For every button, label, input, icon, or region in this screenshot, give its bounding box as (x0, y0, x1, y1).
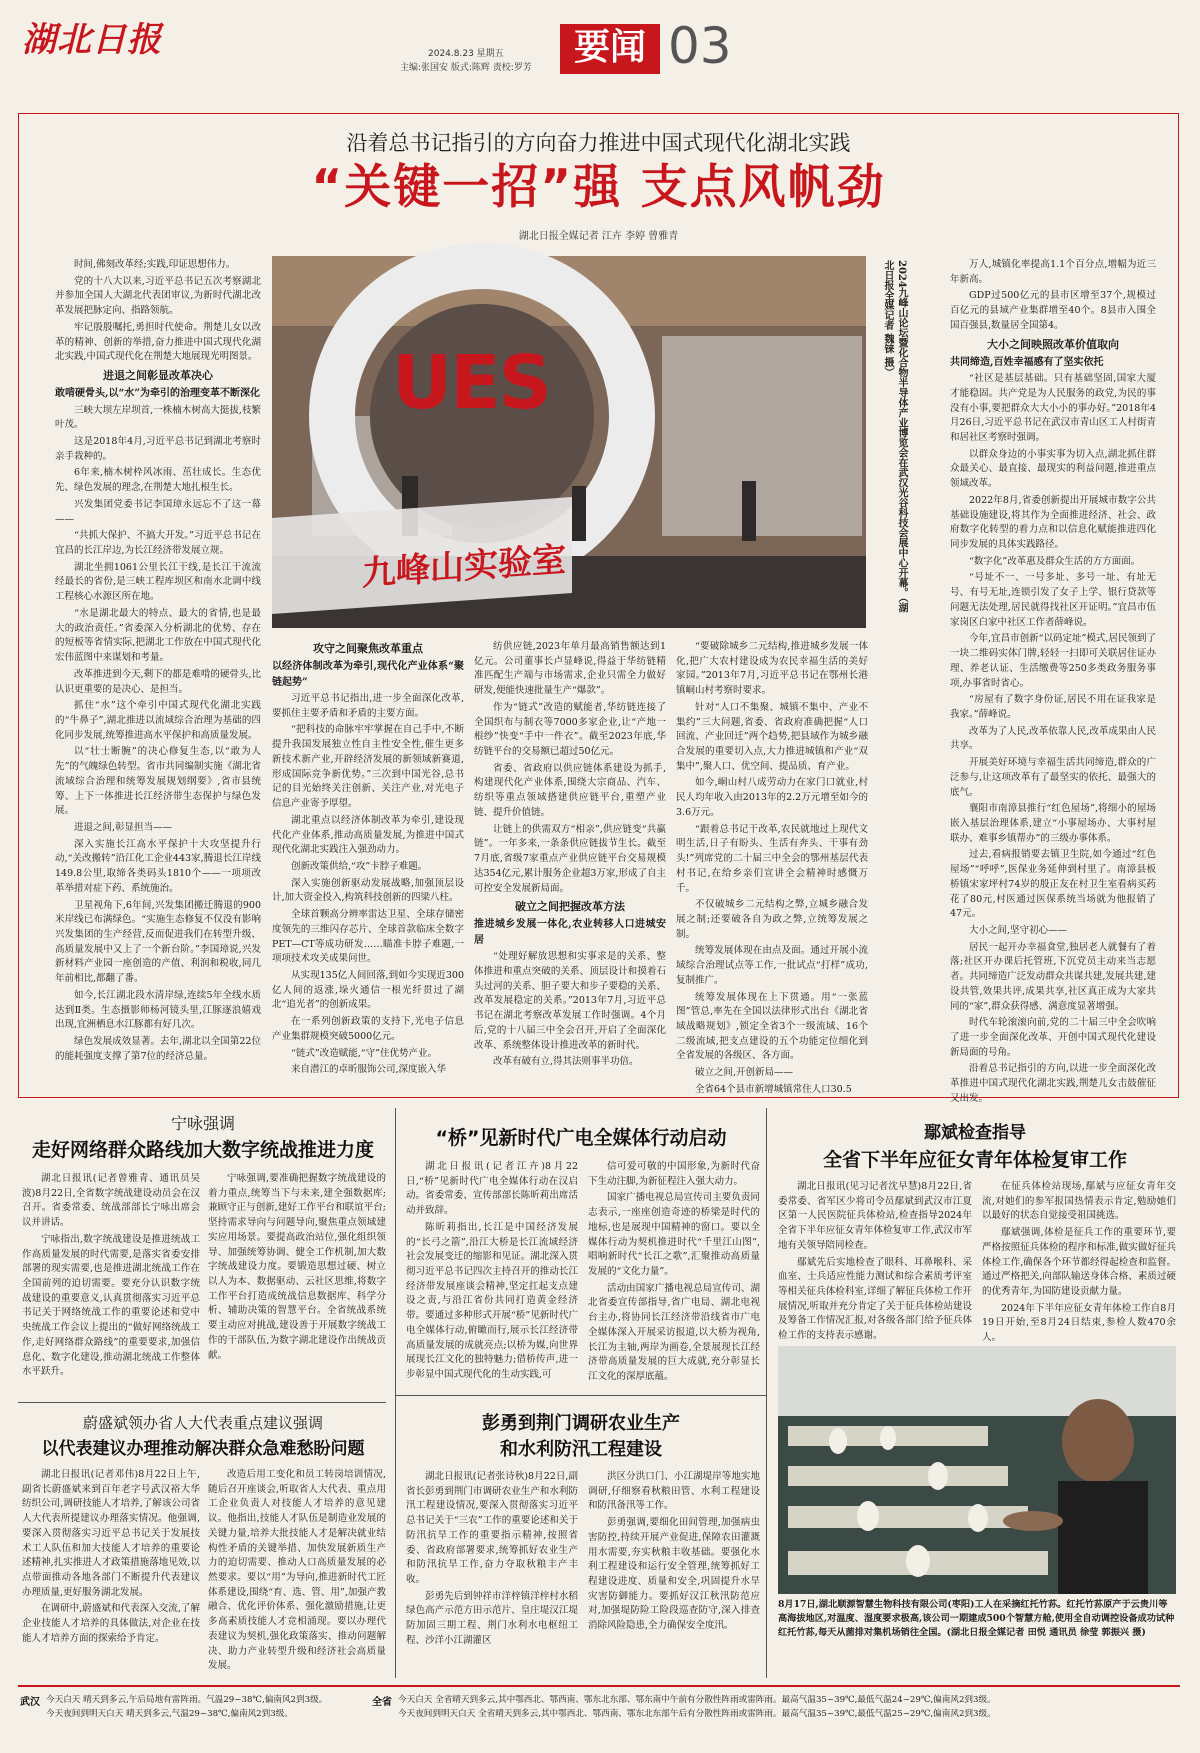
story-npc-title: 以代表建议办理推动解决群众急难愁盼问题 (41, 1439, 365, 1459)
paragraph: 2024年下半年应征女青年体检工作自8月19日开始,至8月24日结束,参检人数470余人。 (982, 1302, 1176, 1344)
divider (766, 1108, 767, 1678)
paragraph: 湖北重点以经济体制改革为牵引,建设现代化产业体系,推动高质量发展,为推进中国式现代化湖北实践注入强劲动力。 (272, 814, 464, 856)
subheading-4-summary: 共同缔造,百姓幸福感有了坚实依托 (950, 356, 1104, 368)
feature-photo (272, 256, 866, 628)
paragraph: 习近平总书记指出,进一步全面深化改革,要抓住主要矛盾和矛盾的主要方面。 (272, 693, 464, 719)
paragraph: 卫星视角下,6年间,兴发集团搬迁腾退的900米岸线已布满绿色。“实施生态修复不仅没有影响兴发集团的生产经营,反而促进我们在转型升级、高质量发展中又上了一个新台阶。”李国璋说,兴发新材料产业园一座创造的产值、利润和税收,同几年前相比,都翻了番。 (55, 899, 261, 985)
paragraph: 宁咏指出,数字统战建设是推进统战工作高质量发展的时代需要,是落实省委安排部署的现实需要,也是推进湖北统战工作在全国前列的迫切需要。要充分认识数字统战建设的重要意义,认真贯彻落实习近平总书记关于网络统战工作的重要论述和党中央统战工作会议上提出的“做好网络统战工作,走好网络群众路线”的重要要求,加强信息化、数字化建设,推动湖北统战工作整体水平跃升。 (22, 1233, 200, 1378)
paragraph: 湖北日报讯(记者邓伟)8月22日上午,副省长蔚盛斌来到百年老字号武汉裕大华纺织公司,调研技能人才培养,了解该公司省人大代表所提建议办理落实情况。他强调,要深入贯彻落实习近平总书记关于发展技术工人队伍和加大技能人才培养的重要论述精神,扎实推进人才政策措施落地见效,以点带面推动各地各部门不断提升代表建议办理质量,更好服务湖北发展。 (22, 1469, 200, 1598)
feature-title: “关键一招”强 支点风帆劲 (311, 160, 886, 215)
section-title: 要闻 (573, 27, 646, 68)
paragraph: 湖北日报讯(记者曾雅青、通讯员吴波)8月22日,全省数字统战建设动员会在汉召开。省委常委、统战部部长宁咏出席会议并讲话。 (22, 1173, 200, 1229)
paragraph: “水是湖北最大的特点、最大的省情,也是最大的政治责任。”省委深入分析湖北的优势、存在的短板等省情实际,把湖北工作放在中国式现代化宏伟蓝图中来谋划和考量。 (55, 607, 261, 664)
paragraph: 不仅破城乡二元结构之弊,立城乡融合发展之制;还要破各自为政之弊,立统筹发展之制。 (676, 899, 868, 940)
paragraph: 创新改策供给,“攻”卡脖子难题。 (291, 860, 428, 872)
story-agri-col-1 (406, 1470, 578, 1670)
photo-sign-lab: 九峰山实验室 (362, 539, 566, 595)
paragraph: 湖北日报讯(记者张诗秋)8月22日,副省长彭勇到荆门市调研农业生产和水利防汛工程建设情况,要深入贯彻落实习近平总书记关于“三农”工作的重要论述和关于防汛抗旱工作的重要指示精神,按照省委、省政府部署要求,统筹抓好农业生产和防汛抗旱工作,奋力夺取秋粮丰产丰收。 (406, 1471, 578, 1586)
weather-wuhan-tomorrow: 今天夜间到明天白天 晴天到多云,气温29~38℃,偏南风2到3级。 (46, 1709, 293, 1719)
subheading-2-summary: 以经济体制改革为牵引,现代化产业体系“聚链起势” (272, 661, 464, 688)
paragraph: 党的十八大以来,习近平总书记五次考察湖北并参加全国人大湖北代表团审议,为新时代湖北改革发展把脉定向、指路领航。 (55, 275, 261, 317)
subheading-3: 破立之间把握改革方法 (515, 900, 625, 914)
paragraph: 改革为了人民,改革依靠人民,改革成果由人民共享。 (950, 725, 1156, 752)
story-network-col-1 (22, 1172, 200, 1397)
subheading-4: 大小之间映照改革价值取向 (987, 337, 1119, 351)
story-youth-title: 全省下半年应征女青年体检复审工作 (822, 1149, 1127, 1171)
paragraph: 牢记殷殷嘱托,勇担时代使命。荆楚儿女以改革的精神、创新的举措,奋力推进中国式现代化湖北实践,中国式现代化在荆楚大地展现光明图景。 (55, 321, 261, 363)
paragraph: 改造后用工变化和员工转岗培训情况,随后召开座谈会,听取省人大代表、重点用工企业负责人对技能人才培养的意见建议。他指出,技能人才队伍是制造业发展的关键力量,培养大批技能人才是解决就业结构性矛盾的关键举措、加快发展新质生产力的迫切需要、推动人口高质量发展的必然要求。要以“用”为导向,推进新时代工匠体系建设,围绕“育、选、管、用”,加强产教融合、优化评价体系、强化激励措施,让更多高素质技能人才竞相涌现。要以办理代表建议为契机,强化政策落实、推动问题解决、助力产业转型升级和经济社会高质量发展。 (208, 1469, 386, 1672)
divider (395, 1108, 396, 1678)
paragraph: “跟着总书记干改革,农民就地过上现代文明生活,日子有盼头、生活有奔头、干事有劲头!”列席党的二十届三中全会的鄂州基层代表村书记,在给乡亲们宣讲全会精神时感慨万千。 (676, 823, 868, 894)
paragraph: GDP过500亿元的县市区增至37个,规模过百亿元的县域产业集群增至40个。8县市入围全国百强县,数量居全国第4。 (950, 290, 1156, 331)
paragraph: 宁咏强调,要准确把握数字统战建设的着力重点,统筹当下与未来,建全强数据库;兼顾守正与创新,建好工作平台和联谊平台;坚持需求导向与问题导向,聚焦重点领域建实应用场景。要提高政治站位,强化组织领导、加强统筹协调、健全工作机制,加大数字统战建设力度。要锻造思想过硬、树立以人为本、数据驱动、云社区思维,将数字工作平台打造成统战信息数据库、科学分析、辅助决策的智慧平台。全省统战系统要主动应对挑战,建设善于开展数字统战工作的干部队伍,为数字湖北建设作出统战贡献。 (208, 1173, 386, 1361)
page-number: 03 (668, 17, 732, 75)
feature-column-2 (272, 640, 464, 1088)
paragraph: 居民一起开办幸福食堂,独居老人就餐有了着落;社区开办课后托管班,下沉党员主动来当志愿者。共同缔造广泛发动群众共谋共建,发展共建,建设共管,效果共评,成果共享,社区真正成为大家共同的“家”,群众获得感、满意度显著增强。 (950, 941, 1156, 1012)
paragraph: 沿着总书记指引的方向,以进一步全面深化改革推进中国式现代化湖北实践,荆楚儿女击鼓催征又出发。 (950, 1063, 1156, 1104)
paragraph: 纺供应链,2023年单月最高销售额达到1亿元。公司董事长卢显峰说,得益于华纺链精准匹配生产端与市场需求,企业只需全力做好研发,便能快速批量生产“爆款”。 (474, 641, 666, 697)
story-broadcast-title: “桥”见新时代广电全媒体行动启动 (435, 1127, 727, 1149)
footer-rule (18, 1685, 1180, 1687)
feature-column-1 (55, 258, 261, 1088)
paragraph: 全球首颗高分辨率雷达卫星、全球存储密度领先的三维闪存芯片、全球首款临床全数字PET—CT等成功研发……瞄准卡脖子难题,一项项技术攻关成果问世。 (272, 909, 464, 965)
story-npc-col-1 (22, 1468, 200, 1670)
paragraph: 在一系列创新政策的支持下,光电子信息产业集群规模突破5000亿元。 (272, 1016, 464, 1042)
paragraph: 湖北坐拥1061公里长江干线,是长江干流流经最长的省份,是三峡工程库坝区和南水北调中线工程核心水源区所在地。 (55, 561, 261, 603)
paragraph: 湖北日报讯(见习记者沈早慧)8月22日,省委常委、省军区少将司令员鄢斌到武汉市江夏区第一人民医院征兵体检站,检查指导2024年全省下半年应征女青年体检复审工作,武汉市军地有关领导陪同检查。 (778, 1181, 972, 1251)
photo-sign-ues: UES (392, 340, 550, 426)
weather-wuhan-today: 今天白天 晴天到多云,午后局地有雷阵雨。气温29~38℃,偏南风2到3级。 (46, 1695, 328, 1705)
paragraph: 彭勇强调,要细化田间管理,加强病虫害防控,持续开展产业促进,保障农田灌溉用水需要,夯实秋粮丰收基础。要强化水利工程建设和运行安全管理,统筹抓好工程建设进度、质量和安全,巩固提升水旱灾害防御能力。要抓好汉江秋汛防范应对,加强堤防险工险段巡查防守,深入排查消除风险隐患,全力确保安全度汛。 (588, 1517, 760, 1632)
paragraph: 三峡大坝左岸坝首,一株楠木树高大挺拔,枝繁叶茂。 (55, 404, 261, 431)
feature-photo-caption: 2024九峰山论坛暨化合物半导体产业博览会在武汉光谷科技会展中心开幕。（湖北日报全媒记者 魏铼 摄） (882, 260, 907, 613)
paragraph: 陈昕莉指出,长江是中国经济发展的“长弓之箭”,沿江大桥是长江流域经济社会发展变迁的缩影和见证。湖北深入贯彻习近平总书记四次主持召开的推动长江经济带发展座谈会精神,坚定扛起支点建设之责,与沿江省份共同打造黄金经济带。要通过多种形式开展“桥”见新时代广电全媒体行动,俯瞰而行,展示长江经济带高质量发展的成就亮点;以桥为媒,向世界展现长江文化的独特魅力;借桥传声,进一步彰显中国式现代化的生动实践,可 (406, 1221, 578, 1381)
paragraph: 过去,看病报销要去镇卫生院,如今通过“红色屋场”“呼呼”,医保业务延伸到村里了。南漳县板桥镇宋家坪村74岁的殷正友在村卫生室看病买药花了80元,村医通过医保系统当场就为他报销了47元。 (950, 849, 1156, 920)
paragraph: 让链上的供需双方“相亲”,供应链变“共赢链”。一年多来,一条条供应链拔节生长。截至7月底,省级7家重点产业供应链平台交易规模达354亿元,累计服务企业超3万家,形成了自主可控安全发展新局面。 (474, 823, 666, 894)
paragraph: 鄢斌强调,体检是征兵工作的重要环节,要严格按照征兵体检的程序和标准,做实做好征兵体检工作,确保各个环节都经得起检查和监督。通过严格把关,向部队输送身体合格、素质过硬的优秀青年,为国防建设贡献力量。 (982, 1227, 1176, 1298)
story-network-col-2 (208, 1172, 386, 1397)
feature-kicker: 沿着总书记指引的方向奋力推进中国式现代化湖北实践 (346, 131, 851, 155)
story-npc-kicker: 蔚盛斌领办省人大代表重点建议强调 (82, 1414, 323, 1432)
paragraph: 改革有破有立,得其法则事半功倍。 (493, 1056, 639, 1068)
story-agri-col-2 (588, 1470, 760, 1670)
story-npc-col-2 (208, 1468, 386, 1670)
paragraph: 湖北日报讯(记者江卉)8月22日,“桥”见新时代广电全媒体行动在汉启动。省委常委、宣传部部长陈昕莉出席活动并致辞。 (406, 1161, 578, 1217)
paragraph: 以“壮士断腕”的决心修复生态,以“敢为人先”的气魄绿色转型。省市共同编制实施《湖北省流域综合治理和统筹发展规划纲要》,省市县统筹、上下一体推进长江经济带生态保护与绿色发展。 (55, 746, 261, 817)
paragraph: 抓住“水”这个牵引中国式现代化湖北实践的“牛鼻子”,湖北推进以流域综合治理为基础的四化同步发展,统筹推进高水平保护和高质量发展。 (55, 700, 261, 741)
masthead (0, 0, 1200, 90)
subheading-1-summary: 敢啃硬骨头,以“水”为牵引的治理变革不断深化 (55, 388, 260, 400)
paragraph: 深入实施创新驱动发展战略,加强顶层设计,加大资金投入,构筑科技创新的四梁八柱。 (272, 877, 464, 904)
feature-column-5 (950, 258, 1156, 1104)
paragraph: 国家广播电视总局宣传司主要负责同志表示,一座座创造奇迹的桥梁是时代的地标,也是展现中国精神的窗口。要以全媒体行动为契机推进时代“千里江山图”,唱响新时代“长江之歌”,汇聚推动高质量发展的“文化力量”。 (588, 1192, 760, 1278)
paragraph: 6年来,楠木树枠风冰雨、茁壮成长。生态优先、绿色发展的理念,在荆楚大地扎根生长。 (55, 467, 261, 494)
paragraph: 襄阳市南漳县推行“红色屋场”,将细小的屋场嵌入基层治理体系,建立“小事屋场办、大事村屋联办、难事乡镇帮办”的三级办事体系。 (950, 803, 1156, 844)
subheading-2: 攻守之间聚焦改革重点 (313, 642, 423, 655)
paragraph: “把科技的命脉牢牢掌握在自己手中,不断提升我国发展独立性自主性安全性,催生更多新技术新产业,开辟经济发展的新领域新赛道,形成国际竞争新优势。”三次到中国光谷,总书记的目光始终关注创新、关注产业,对光电子信息产业寄予厚望。 (272, 724, 464, 810)
issue-date: 2024.8.23 星期五 (428, 49, 504, 59)
paragraph: 深入实施长江高水平保护十大攻坚提升行动,“关改搬转”沿江化工企业443家,腾退长江岸线149.8公里,取缔各类码头1810个——一项项改革举措对症下药、系统施治。 (55, 838, 261, 894)
paragraph: 全省64个县市新增城镇常住人口30.5 (695, 1083, 852, 1095)
paragraph: 洪区分洪口门、小江湖堤岸等地实地调研,仔细察看秋粮田管、水利工程建设和防汛备汛等工作。 (588, 1471, 760, 1512)
weather-province-label: 全省 (372, 1697, 392, 1708)
story-youth-col-2 (982, 1180, 1176, 1344)
feature-column-3 (474, 640, 666, 1088)
paragraph: 如今,峒山村八成劳动力在家门口就业,村民人均年收入由2013年的2.2万元增至如今的3.6万元。 (676, 777, 868, 818)
paragraph: 统筹发展体现在上下贯通。用“一张蓝图”管总,率先在全国以法律形式出台《湖北省域战略规划》,锁定全省3个一级流域、16个二级流域,把支点建设的五个功能定位细化到全省发展的各级区、各方面。 (676, 991, 868, 1062)
paragraph: “社区是基层基础。只有基础坚固,国家大厦才能稳固。共产党是为人民服务的政党,为民的事没有小事,要把群众大大小小的事办好。”2018年4月26日,习近平总书记在武汉市青山区工人村街青和居社区考察时强调。 (950, 373, 1156, 444)
mushroom-worker-illustration (778, 1346, 1176, 1594)
paragraph: 信可爱可敬的中国形象,为新时代奋下生动注脚,为新征程注入强大动力。 (588, 1161, 760, 1187)
story-network-kicker: 宁咏强调 (170, 1114, 235, 1133)
weather-province-today: 今天白天 全省晴天到多云,其中鄂西北、鄂西南、鄂东北东部、鄂东南中午前有分散性阵雨或雷阵雨。最高气温35~39℃,最低气温24~29℃,偏南风2到3级。 (398, 1695, 996, 1705)
feature-column-4 (676, 640, 868, 1095)
paragraph: 来自潜江的卓昕服饰公司,深度嵌入华 (291, 1064, 447, 1076)
paragraph: 改革推进到今天,剩下的都是难啃的硬骨头,比认识更重要的是决心、是担当。 (55, 668, 261, 695)
weather-province-tomorrow: 今天夜间到明天白天 全省晴天到多云,其中鄂西北、鄂西南、鄂东北东部午后有分散性阵雨或雷阵雨。最高气温35~39℃,最低气温25~29℃,偏南风2到3级。 (398, 1709, 996, 1719)
paragraph: 省委、省政府以供应链体系建设为抓手,构建现代化产业体系,围绕大宗商品、汽车、纺织等重点领域搭建供应链平台,重塑产业链、提升价值链。 (474, 762, 666, 818)
paragraph: 鄢斌先后实地检查了眼科、耳鼻喉科、采血室、士兵适应性能力测试和综合素质考评室等相关征兵体检科室,详细了解征兵体检工作开展情况,听取并充分肯定了关于征兵体检站建设及筹备工作情况汇报,对各级各部门给予征兵体检工作的支持表示感谢。 (778, 1256, 972, 1342)
paragraph: 开展美好环境与幸福生活共同缔造,群众的广泛参与,让这项改革有了最坚实的依托、最强大的底气。 (950, 757, 1156, 798)
paragraph: 2022年8月,省委创新提出开展城市数字公共基础设施建设,将其作为全面推进经济、社会、政府数字化转型的着力点和以信息化赋能推进四化同步发展的具体实践路径。 (950, 494, 1156, 551)
paragraph: 进退之间,彰显担当—— (74, 821, 173, 833)
paragraph: “要破除城乡二元结构,推进城乡发展一体化,把广大农村建设成为农民幸福生活的美好家园。”2013年7月,习近平总书记在鄂州长港镇峒山村考察时要求。 (676, 641, 868, 697)
story-agri-title-1: 彭勇到荆门调研农业生产 (482, 1413, 680, 1434)
paragraph: 这是2018年4月,习近平总书记到湖北考察时亲手栽种的。 (55, 436, 261, 462)
subheading-1: 进退之间彰显改革决心 (103, 369, 213, 383)
paragraph: 兴发集团党委书记李国璋永远忘不了这一幕—— (55, 498, 261, 525)
paragraph: “数字化”改革惠及群众生活的方方面面。 (969, 555, 1141, 567)
weather-wuhan-label: 武汉 (20, 1697, 40, 1708)
story-network-title: 走好网络群众路线加大数字统战推进力度 (31, 1139, 374, 1161)
paragraph: 万人,城镇化率提高1.1个百分点,增幅为近三年新高。 (950, 259, 1156, 285)
story-broadcast-col-2 (588, 1160, 760, 1390)
paragraph: 活动由国家广播电视总局宣传司、湖北省委宣传部指导,省广电局、湖北电视台主办,将协同长江经济带沿线省市广电全媒体深入开展采访报道,以大桥为视角,长江为主轴,两岸为画卷,全景展现长江经济带高质量发展的巨大成就,充分彰显长江文化的深厚底蕴。 (588, 1282, 760, 1383)
paragraph: 大小之间,坚守初心—— (969, 925, 1068, 937)
paragraph: “处理好解放思想和实事求是的关系、整体推进和重点突破的关系、顶层设计和摸着石头过河的关系、胆子要大和步子要稳的关系、改革发展稳定的关系。”2013年7月,习近平总书记在湖北考察改革发展工作时强调。4个月后,党的十八届三中全会召开,开启了全面深化改革、系统整体设计推进改革的新时代。 (474, 951, 666, 1051)
newspaper-logo: 湖北日报 (22, 20, 162, 60)
paragraph: “房屋有了数字身份证,居民不用在证我家是我家。”薛峰说。 (950, 694, 1156, 720)
mushroom-photo-caption: 8月17日,湖北顺源智慧生物科技有限公司(枣阳)工人在采摘红托竹荪。红托竹荪原产于云贵川等高海拔地区,对温度、湿度要求极高,该公司一期建成500个智慧方舱,使用全自动调控设备成功试种红托竹荪,每天从菌排对集机场销往全国。(湖北日报全媒记者 田悦 通讯员 徐莹 郭振兴 摄) (778, 1599, 1175, 1638)
paragraph: 绿色发展成效显著。去年,湖北以全国第22位的能耗强度支撑了第7位的经济总量。 (55, 1036, 261, 1062)
paragraph: 作为“链式”改造的赋能者,华纺链连接了全国织布与制衣等7000多家企业,让“产地一根纱”快变“手中一件衣”。截至2023年底,华纺链平台的交易额已超过50亿元。 (474, 701, 666, 758)
paragraph: 在征兵体检站现场,鄢斌与应征女青年交流,对她们的参军报国热情表示肯定,勉励她们以最好的状态自觉接受祖国挑选。 (982, 1181, 1176, 1222)
paragraph: 以群众身边的小事实事为切入点,湖北抓住群众最关心、最直接、最现实的利益问题,推进重点领域改革。 (950, 448, 1156, 490)
paragraph: 如今,长江湖北段水清岸绿,连续5年全线水质达到Ⅱ类。生态摄影师杨河镜头里,江豚逐浪嬉戏出现,宜洲栖息水江豚都有好几次。 (55, 989, 261, 1031)
paragraph: “共抓大保护、不搞大开发。”习近平总书记在宜昌的长江岸边,为长江经济带发展立规。 (55, 530, 261, 557)
paragraph: “号址不一、一号多址、多号一址、有址无号、有号无址,连锁引发了女子上学、银行贷款等问题无法处理,居民就得找社区开证明。”宜昌市伍家岗区白家中社区工作者薛峰说。 (950, 572, 1156, 628)
mushroom-photo (778, 1346, 1176, 1594)
paragraph: 针对“人口不集聚、城镇不集中、产业不集约”三大问题,省委、省政府准确把握“人口回流、产业回迁”两个趋势,把县域作为城乡融合发展的重要切入点,大力推进城镇和产业“双集中”,聚人口、优空间、提品质、育产业。 (676, 701, 868, 772)
paragraph: 在调研中,蔚盛斌和代表深入交流,了解企业技能人才培养的具体做法,对企业在技能人才培养方面的探索给予肯定。 (22, 1603, 200, 1644)
subheading-3-summary: 推进城乡发展一体化,农业转移人口进城安居 (474, 919, 666, 946)
paragraph: 破立之间,开创新局—— (695, 1067, 794, 1079)
divider (396, 1395, 766, 1396)
paragraph: 从实现135亿人间回落,到如今实现近300亿人间的返涨,垛火通信一根光纤贯过了湖北“追光者”的创新成果。 (272, 969, 464, 1011)
story-agri-title-2: 和水利防汛工程建设 (500, 1439, 662, 1460)
divider (18, 1402, 386, 1403)
editors-line: 主编:张国安 版式:陈辉 责校:罗芳 (400, 63, 532, 73)
paragraph: 时间,佛刻改革经;实践,印证思想伟力。 (74, 259, 236, 270)
paragraph: 时代车轮滚滚向前,党的二十届三中全会吹响了进一步全面深化改革、开创中国式现代化建设新局面的号角。 (950, 1017, 1156, 1058)
story-youth-col-1 (778, 1180, 972, 1340)
paragraph: 彭勇先后到钟祥市洋梓镇洋梓村水稻绿色高产示范方田示范片、皇庄堤汉江堤防加固三期工程、荆门水利水电枢纽工程、沙洋小江湖灌区 (406, 1590, 578, 1646)
story-broadcast-col-1 (406, 1160, 578, 1390)
paragraph: “链式”改造赋能,“守”住优势产业。 (291, 1047, 437, 1059)
feature-byline: 湖北日报全媒记者 江卉 李婷 曾雅青 (518, 231, 679, 242)
story-youth-kicker: 鄢斌检查指导 (924, 1123, 1026, 1143)
paragraph: 今年,宜昌市创新“以码定址”模式,居民领到了一块二维码实体门牌,轻轻一扫即可关联居住证办理、养老认证、生活缴费等250多类政务服务事项,办事省时省心。 (950, 633, 1156, 689)
paragraph: 统筹发展体现在由点及面。通过开展小流域综合治理试点等工作,一批试点“打样”成功,复制推广。 (676, 945, 868, 986)
